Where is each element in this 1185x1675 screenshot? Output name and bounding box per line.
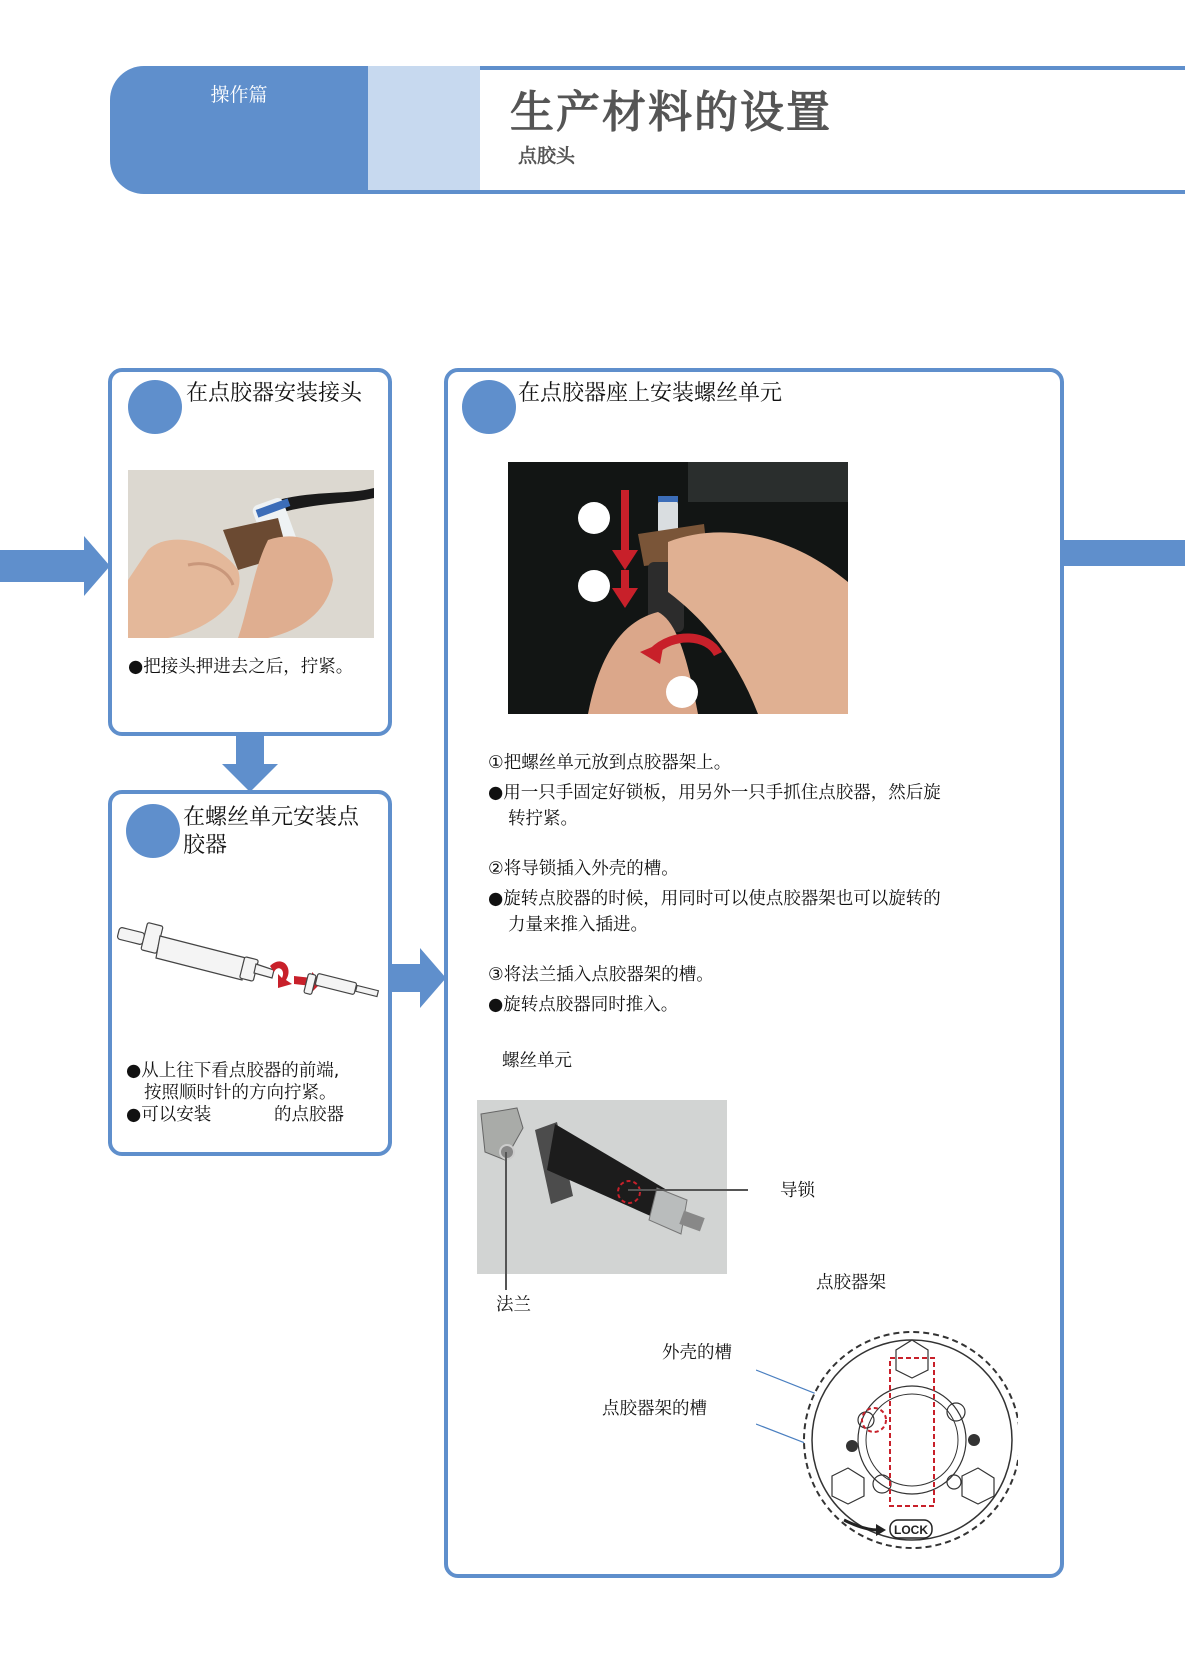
step-c-p1-line1: ●用一只手固定好锁板，用另外一只手抓住点胶器，然后旋: [488, 783, 941, 803]
dispenser-diagram: [116, 918, 380, 1036]
step-instruction-line2: 按照顺时针的方向拧紧。: [144, 1083, 337, 1103]
step-c-p3-line1: ●旋转点胶器同时推入。: [488, 995, 679, 1015]
shell-slot-label: 外壳的槽: [662, 1343, 732, 1363]
flange-label: 法兰: [496, 1295, 531, 1315]
step-number-marker: [126, 804, 180, 858]
step-c-p3-head: ③将法兰插入点胶器架的槽。: [488, 965, 714, 985]
screw-unit-label: 螺丝单元: [502, 1051, 572, 1071]
step-title-line1: 在螺丝单元安装点: [183, 805, 360, 830]
screw-unit-photo: [477, 1100, 727, 1274]
step-instruction: ●把接头押进去之后，拧紧。: [128, 657, 354, 677]
holder-slot-label: 点胶器架的槽: [602, 1399, 707, 1419]
header-category: 操作篇: [210, 84, 268, 106]
flow-arrow-right-icon: [390, 948, 446, 1008]
step-c-p2-line1: ●旋转点胶器的时候，用同时可以使点胶器架也可以旋转的: [488, 889, 941, 909]
flow-arrow-down-icon: [222, 734, 278, 792]
holder-gear-diagram: [756, 1312, 1018, 1566]
step-instruction-line3a: ●可以安装: [126, 1105, 212, 1125]
step-instruction-line3b: 的点胶器: [274, 1105, 344, 1125]
header-rule-top: [368, 66, 1185, 70]
step-title: 在点胶器座上安装螺丝单元: [518, 381, 783, 406]
flow-arrow-in-icon: [0, 530, 112, 602]
step-c-p2-line2: 力量来推入插进。: [508, 915, 648, 935]
step-title: 在点胶器安装接头: [186, 381, 363, 406]
flange-leader-line: [505, 1152, 507, 1290]
step-title-line2: 胶器: [183, 833, 228, 858]
step-c-p1-head: ①把螺丝单元放到点胶器架上。: [488, 753, 732, 773]
step-number-marker: [462, 380, 516, 434]
flow-arrow-out-icon: [1064, 540, 1185, 566]
step-number-marker: [128, 380, 182, 434]
header-rule-bottom: [368, 190, 1185, 194]
holder-label: 点胶器架: [816, 1273, 886, 1293]
guide-lock-label: 导锁: [780, 1181, 815, 1201]
step-c-p2-head: ②将导锁插入外壳的槽。: [488, 859, 679, 879]
step-instruction-line1: ●从上往下看点胶器的前端,: [126, 1061, 340, 1081]
page-title: 生产材料的设置: [510, 87, 832, 138]
lock-label: LOCK: [894, 1523, 928, 1537]
guide-lock-leader-line: [628, 1189, 748, 1191]
page-subtitle: 点胶头: [518, 145, 576, 167]
header-accent-block: [368, 66, 480, 190]
step-c-p1-line2: 转拧紧。: [508, 809, 578, 829]
install-photo: [508, 462, 848, 714]
fitting-photo: [128, 470, 374, 638]
